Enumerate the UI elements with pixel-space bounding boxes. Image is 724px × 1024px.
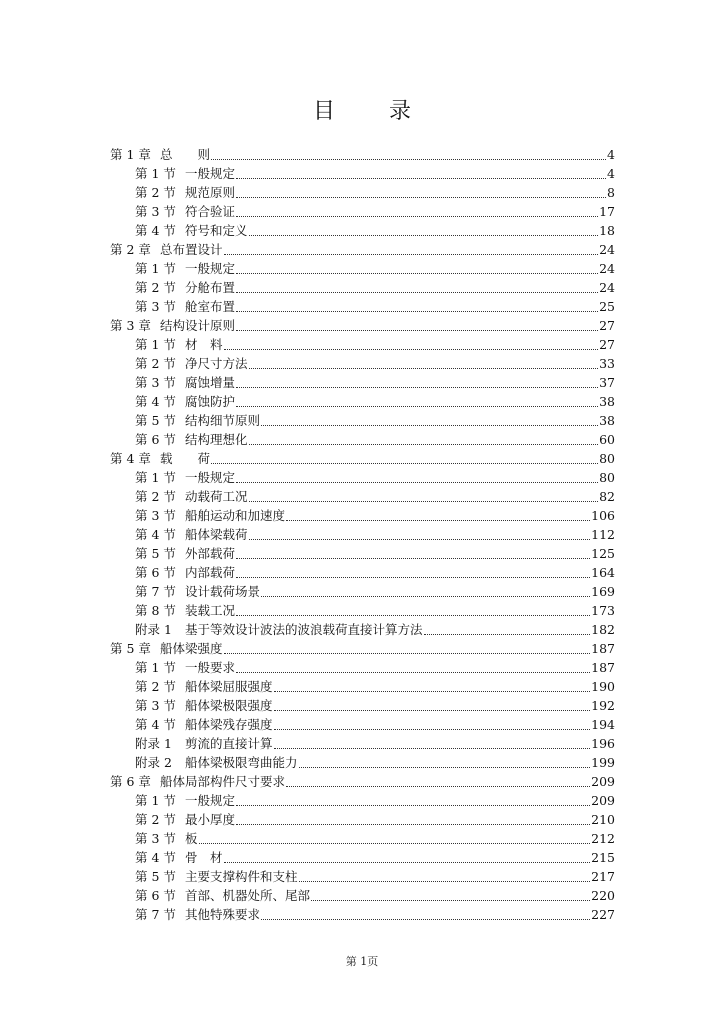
dot-leader <box>236 197 606 198</box>
toc-entry-page-number: 125 <box>591 546 615 561</box>
toc-section-entry[interactable] <box>135 354 615 373</box>
dot-leader <box>224 349 599 350</box>
dot-leader <box>236 824 590 825</box>
toc-entry-page-number: 80 <box>599 451 615 466</box>
toc-section-entry[interactable] <box>135 696 615 715</box>
toc-entry-title: 船体梁载荷 <box>185 527 248 542</box>
toc-entry-title: 结构设计原则 <box>160 318 236 333</box>
toc-entry-number: 第 4 节 <box>135 527 176 542</box>
toc-section-entry[interactable] <box>135 202 615 221</box>
toc-entry-title: 舱室布置 <box>185 299 236 314</box>
toc-entry-number: 第 2 节 <box>135 280 176 295</box>
toc-section-entry[interactable] <box>135 164 615 183</box>
toc-chapter-entry[interactable] <box>110 240 615 259</box>
toc-entry-number: 附录 1 <box>135 736 172 751</box>
toc-section-entry[interactable] <box>135 829 615 848</box>
toc-entry-number: 第 7 节 <box>135 907 176 922</box>
toc-entry-title: 装载工况 <box>185 603 236 618</box>
toc-entry-title: 船舶运动和加速度 <box>185 508 286 523</box>
toc-entry-page-number: 212 <box>591 831 615 846</box>
toc-section-entry[interactable] <box>135 677 615 696</box>
dot-leader <box>311 900 590 901</box>
toc-section-entry[interactable] <box>135 886 615 905</box>
toc-entry-title: 剪流的直接计算 <box>185 736 273 751</box>
toc-section-entry[interactable] <box>135 259 615 278</box>
toc-entry-number: 第 1 节 <box>135 793 176 808</box>
toc-chapter-entry[interactable] <box>110 639 615 658</box>
toc-entry-number: 第 6 章 <box>110 774 151 789</box>
dot-leader <box>224 862 591 863</box>
toc-section-entry[interactable] <box>135 506 615 525</box>
toc-entry-number: 第 4 节 <box>135 394 176 409</box>
toc-section-entry[interactable] <box>135 430 615 449</box>
toc-section-entry[interactable] <box>135 620 615 639</box>
dot-leader <box>236 558 590 559</box>
dot-leader <box>236 615 590 616</box>
dot-leader <box>236 672 590 673</box>
toc-entry-page-number: 210 <box>591 812 615 827</box>
toc-entry-title: 总 则 <box>160 147 211 162</box>
toc-entry-page-number: 220 <box>591 888 615 903</box>
toc-entry-title: 船体梁强度 <box>160 641 223 656</box>
toc-entry-title: 总布置设计 <box>160 242 223 257</box>
toc-entry-page-number: 80 <box>599 470 615 485</box>
toc-entry-number: 第 3 节 <box>135 698 176 713</box>
dot-leader <box>236 178 606 179</box>
toc-entry-page-number: 27 <box>599 337 615 352</box>
toc-entry-title: 腐蚀防护 <box>185 394 236 409</box>
toc-section-entry[interactable] <box>135 468 615 487</box>
toc-entry-number: 第 3 章 <box>110 318 151 333</box>
dot-leader <box>211 159 606 160</box>
toc-entry-title: 动载荷工况 <box>185 489 248 504</box>
toc-section-entry[interactable] <box>135 734 615 753</box>
toc-entry-title: 一般规定 <box>185 166 236 181</box>
toc-entry-title: 船体梁屈服强度 <box>185 679 273 694</box>
toc-entry-title: 最小厚度 <box>185 812 236 827</box>
toc-section-entry[interactable] <box>135 335 615 354</box>
dot-leader <box>236 311 598 312</box>
toc-section-entry[interactable] <box>135 487 615 506</box>
toc-entry-page-number: 60 <box>599 432 615 447</box>
toc-entry-title: 一般规定 <box>185 261 236 276</box>
toc-entry-number: 第 2 节 <box>135 356 176 371</box>
dot-leader <box>236 216 598 217</box>
toc-chapter-entry[interactable] <box>110 316 615 335</box>
toc-entry-title: 规范原则 <box>185 185 236 200</box>
toc-entry-page-number: 33 <box>599 356 615 371</box>
dot-leader <box>199 843 591 844</box>
toc-chapter-entry[interactable] <box>110 145 615 164</box>
toc-entry-number: 第 2 章 <box>110 242 151 257</box>
toc-entry-page-number: 192 <box>591 698 615 713</box>
toc-entry-page-number: 190 <box>591 679 615 694</box>
toc-entry-page-number: 17 <box>599 204 615 219</box>
dot-leader <box>236 482 598 483</box>
toc-entry-page-number: 227 <box>591 907 615 922</box>
toc-entry-page-number: 187 <box>591 641 615 656</box>
dot-leader <box>236 273 598 274</box>
toc-chapter-entry[interactable] <box>110 449 615 468</box>
toc-entry-page-number: 4 <box>607 147 615 162</box>
toc-entry-page-number: 38 <box>599 413 615 428</box>
toc-entry-number: 第 1 节 <box>135 660 176 675</box>
dot-leader <box>261 596 590 597</box>
dot-leader <box>274 729 591 730</box>
dot-leader <box>299 767 591 768</box>
toc-entry-title: 骨 材 <box>185 850 223 865</box>
page-title: 目 录 <box>312 99 427 124</box>
toc-entry-title: 符合验证 <box>185 204 236 219</box>
toc-section-entry[interactable] <box>135 183 615 202</box>
dot-leader <box>249 501 599 502</box>
dot-leader <box>261 425 598 426</box>
toc-section-entry[interactable] <box>135 658 615 677</box>
toc-entry-title: 内部载荷 <box>185 565 236 580</box>
toc-entry-title: 外部载荷 <box>185 546 236 561</box>
toc-entry-number: 第 2 节 <box>135 679 176 694</box>
toc-entry-page-number: 82 <box>599 489 615 504</box>
toc-entry-page-number: 169 <box>591 584 615 599</box>
toc-entry-page-number: 112 <box>591 527 615 542</box>
dot-leader <box>274 691 591 692</box>
dot-leader <box>249 539 591 540</box>
toc-entry-number: 第 4 节 <box>135 850 176 865</box>
toc-entry-number: 第 5 节 <box>135 546 176 561</box>
dot-leader <box>274 748 591 749</box>
toc-entry-page-number: 37 <box>599 375 615 390</box>
toc-entry-page-number: 106 <box>591 508 615 523</box>
toc-entry-number: 第 5 节 <box>135 869 176 884</box>
toc-entry-number: 第 6 节 <box>135 565 176 580</box>
toc-entry-number: 第 6 节 <box>135 432 176 447</box>
toc-entry-title: 一般规定 <box>185 793 236 808</box>
dot-leader <box>261 919 590 920</box>
toc-entry-page-number: 196 <box>591 736 615 751</box>
toc-section-entry[interactable] <box>135 753 615 772</box>
toc-entry-number: 附录 1 <box>135 622 172 637</box>
toc-section-entry[interactable] <box>135 563 615 582</box>
toc-entry-title: 净尺寸方法 <box>185 356 248 371</box>
toc-entry-number: 第 1 章 <box>110 147 151 162</box>
toc-entry-number: 第 2 节 <box>135 185 176 200</box>
toc-entry-number: 第 4 节 <box>135 717 176 732</box>
toc-entry-title: 分舱布置 <box>185 280 236 295</box>
toc-entry-title: 其他特殊要求 <box>185 907 261 922</box>
toc-entry-number: 第 1 节 <box>135 261 176 276</box>
toc-entry-number: 第 3 节 <box>135 831 176 846</box>
toc-section-entry[interactable] <box>135 715 615 734</box>
toc-entry-number: 第 4 节 <box>135 223 176 238</box>
toc-entry-title: 船体梁极限强度 <box>185 698 273 713</box>
toc-entry-number: 第 1 节 <box>135 470 176 485</box>
dot-leader <box>286 786 590 787</box>
dot-leader <box>236 387 598 388</box>
toc-section-entry[interactable] <box>135 791 615 810</box>
toc-section-entry[interactable] <box>135 582 615 601</box>
toc-entry-number: 附录 2 <box>135 755 172 770</box>
toc-entry-page-number: 164 <box>591 565 615 580</box>
toc-entry-title: 材 料 <box>185 337 223 352</box>
toc-entry-title: 结构细节原则 <box>185 413 261 428</box>
toc-entry-number: 第 6 节 <box>135 888 176 903</box>
toc-entry-title: 主要支撑构件和支柱 <box>185 869 298 884</box>
toc-entry-page-number: 4 <box>607 166 615 181</box>
toc-entry-title: 结构理想化 <box>185 432 248 447</box>
dot-leader <box>249 235 599 236</box>
toc-entry-number: 第 8 节 <box>135 603 176 618</box>
dot-leader <box>286 520 590 521</box>
toc-section-entry[interactable] <box>135 810 615 829</box>
toc-entry-page-number: 209 <box>591 774 615 789</box>
dot-leader <box>424 634 591 635</box>
toc-entry-title: 船体梁极限弯曲能力 <box>185 755 298 770</box>
toc-entry-title: 船体梁残存强度 <box>185 717 273 732</box>
toc-chapter-entry[interactable] <box>110 772 615 791</box>
toc-entry-number: 第 1 节 <box>135 166 176 181</box>
toc-entry-page-number: 24 <box>599 261 615 276</box>
toc-section-entry[interactable] <box>135 848 615 867</box>
toc-entry-page-number: 24 <box>599 280 615 295</box>
dot-leader <box>211 463 598 464</box>
toc-section-entry[interactable] <box>135 297 615 316</box>
toc-entry-number: 第 7 节 <box>135 584 176 599</box>
toc-entry-number: 第 3 节 <box>135 299 176 314</box>
toc-entry-number: 第 3 节 <box>135 204 176 219</box>
toc-entry-page-number: 182 <box>591 622 615 637</box>
toc-section-entry[interactable] <box>135 221 615 240</box>
toc-section-entry[interactable] <box>135 544 615 563</box>
dot-leader <box>236 330 598 331</box>
toc-entry-title: 载 荷 <box>160 451 211 466</box>
toc-entry-page-number: 25 <box>599 299 615 314</box>
toc-entry-number: 第 2 节 <box>135 812 176 827</box>
dot-leader <box>224 653 591 654</box>
dot-leader <box>299 881 591 882</box>
toc-entry-title: 符号和定义 <box>185 223 248 238</box>
dot-leader <box>236 805 590 806</box>
toc-section-entry[interactable] <box>135 525 615 544</box>
toc-entry-page-number: 18 <box>599 223 615 238</box>
toc-entry-page-number: 38 <box>599 394 615 409</box>
toc-entry-page-number: 199 <box>591 755 615 770</box>
toc-entry-title: 一般要求 <box>185 660 236 675</box>
toc-entry-title: 设计载荷场景 <box>185 584 261 599</box>
dot-leader <box>236 577 590 578</box>
toc-entry-page-number: 27 <box>599 318 615 333</box>
toc-entry-page-number: 209 <box>591 793 615 808</box>
toc-entry-page-number: 217 <box>591 869 615 884</box>
toc-entry-page-number: 8 <box>607 185 615 200</box>
toc-entry-title: 板 <box>185 831 198 846</box>
toc-section-entry[interactable] <box>135 905 615 924</box>
dot-leader <box>249 444 599 445</box>
toc-entry-title: 腐蚀增量 <box>185 375 236 390</box>
toc-entry-title: 一般规定 <box>185 470 236 485</box>
toc-section-entry[interactable] <box>135 392 615 411</box>
toc-section-entry[interactable] <box>135 373 615 392</box>
toc-entry-title: 基于等效设计波法的波浪载荷直接计算方法 <box>185 622 423 637</box>
page-footer: 第 1页 <box>345 955 379 968</box>
toc-entry-title: 船体局部构件尺寸要求 <box>160 774 286 789</box>
toc-entry-number: 第 3 节 <box>135 508 176 523</box>
dot-leader <box>249 368 599 369</box>
dot-leader <box>236 292 598 293</box>
toc-entry-number: 第 5 节 <box>135 413 176 428</box>
dot-leader <box>274 710 591 711</box>
toc-section-entry[interactable] <box>135 411 615 430</box>
toc-entry-page-number: 24 <box>599 242 615 257</box>
dot-leader <box>224 254 599 255</box>
toc-section-entry[interactable] <box>135 278 615 297</box>
toc-entry-page-number: 187 <box>591 660 615 675</box>
toc-entry-title: 首部、机器处所、尾部 <box>185 888 311 903</box>
dot-leader <box>236 406 598 407</box>
toc-section-entry[interactable] <box>135 867 615 886</box>
toc-entry-number: 第 3 节 <box>135 375 176 390</box>
toc-entry-number: 第 5 章 <box>110 641 151 656</box>
toc-entry-page-number: 194 <box>591 717 615 732</box>
toc-entry-number: 第 2 节 <box>135 489 176 504</box>
toc-entry-number: 第 1 节 <box>135 337 176 352</box>
toc-entry-page-number: 173 <box>591 603 615 618</box>
toc-entry-number: 第 4 章 <box>110 451 151 466</box>
toc-entry-page-number: 215 <box>591 850 615 865</box>
toc-section-entry[interactable] <box>135 601 615 620</box>
